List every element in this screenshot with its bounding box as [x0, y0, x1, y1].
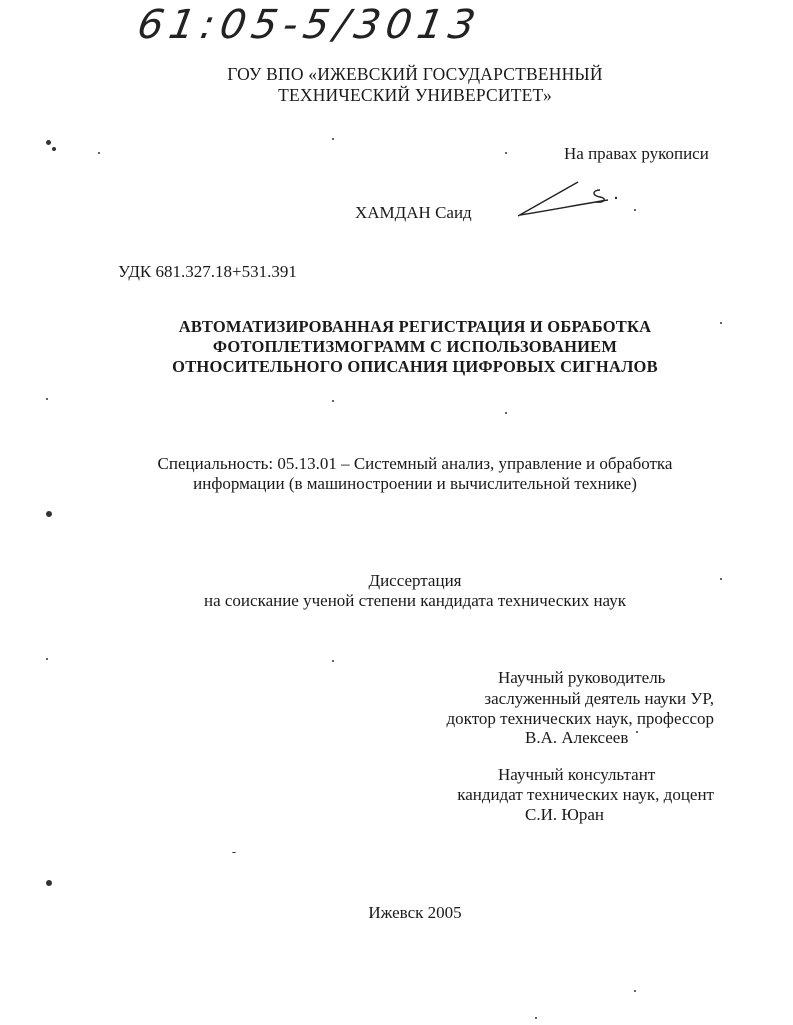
supervisor-name: В.А. Алексеев	[525, 728, 629, 747]
scan-speck	[52, 147, 56, 151]
city-year: Ижевск 2005	[368, 903, 462, 922]
organization-line-2: ТЕХНИЧЕСКИЙ УНИВЕРСИТЕТ»	[278, 85, 552, 105]
scan-speck	[505, 152, 507, 154]
supervisor-title-1: заслуженный деятель науки УР,	[484, 689, 714, 708]
scan-speck	[46, 658, 48, 660]
organization-line-1: ГОУ ВПО «ИЖЕВСКИЙ ГОСУДАРСТВЕННЫЙ	[227, 64, 603, 84]
scan-speck	[46, 398, 48, 400]
rights-note: На правах рукописи	[564, 144, 709, 163]
consultant-name: С.И. Юран	[525, 805, 604, 824]
author-name: ХАМДАН Саид	[355, 203, 472, 222]
scan-speck	[636, 731, 638, 733]
title-line-2: ФОТОПЛЕТИЗМОГРАММ С ИСПОЛЬЗОВАНИЕМ	[212, 337, 618, 356]
scan-speck	[535, 1017, 537, 1019]
consultant-title: кандидат технических наук, доцент	[457, 785, 714, 804]
scan-speck	[505, 412, 507, 414]
scan-speck	[98, 152, 100, 154]
dissertation-type: Диссертация	[368, 571, 462, 590]
scan-speck	[634, 990, 636, 992]
scan-speck	[720, 578, 722, 580]
archive-number: 61:05-5/3013	[133, 2, 485, 48]
supervisor-title-2: доктор технических наук, профессор	[446, 709, 714, 728]
specialty-line-2: информации (в машиностроении и вычислительной технике)	[193, 474, 637, 493]
consultant-role: Научный консультант	[498, 765, 656, 784]
scan-speck	[46, 140, 51, 145]
title-line-3: ОТНОСИТЕЛЬНОГО ОПИСАНИЯ ЦИФРОВЫХ СИГНАЛОВ	[172, 357, 658, 376]
scan-speck	[720, 322, 722, 324]
scan-speck	[46, 511, 52, 517]
specialty-line-1: Специальность: 05.13.01 – Системный анализ, управление и обработка	[157, 454, 673, 473]
title-line-1: АВТОМАТИЗИРОВАННАЯ РЕГИСТРАЦИЯ И ОБРАБОТКА	[178, 317, 652, 336]
scan-speck	[46, 880, 52, 886]
udc-code: УДК 681.327.18+531.391	[118, 262, 297, 281]
scan-speck	[634, 209, 636, 211]
dissertation-degree: на соискание ученой степени кандидата технических наук	[203, 591, 626, 610]
scan-speck	[332, 400, 334, 402]
scan-speck	[332, 138, 334, 140]
scan-speck	[332, 660, 334, 662]
supervisor-role: Научный руководитель	[498, 668, 666, 687]
scan-speck	[232, 852, 236, 853]
signature	[512, 176, 628, 222]
